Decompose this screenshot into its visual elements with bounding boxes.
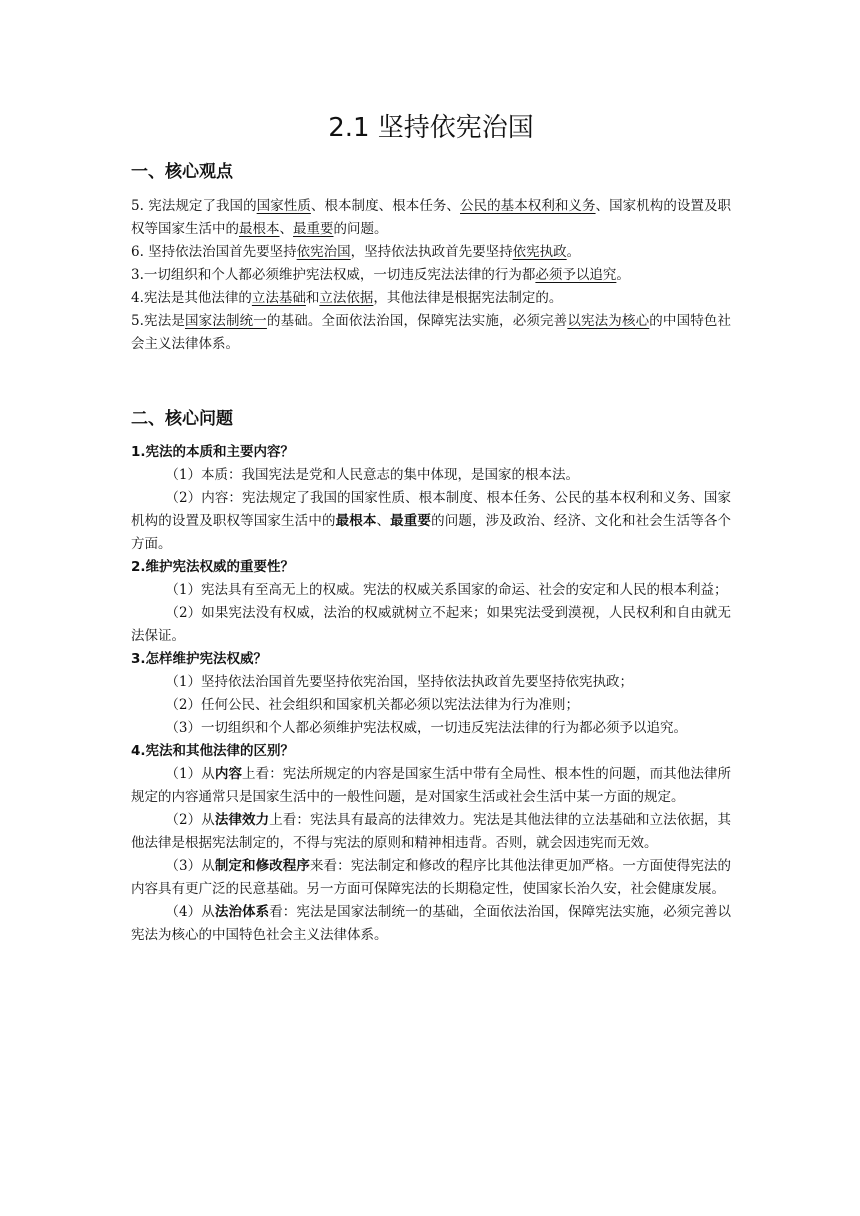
answer-paragraph: （2）内容：宪法规定了我国的国家性质、根本制度、根本任务、公民的基本权利和义务、国家机构的设置及职权等国家生活中的最根本、最重要的问题，涉及政治、经济、文化和社会生活等各个方面。 <box>131 490 732 552</box>
section-heading-core-views: 一、核心观点 <box>131 162 233 182</box>
question-heading: 4.宪法和其他法律的区别？ <box>131 743 295 759</box>
core-view-item: 3.一切组织和个人都必须维护宪法权威，一切违反宪法法律的行为都必须予以追究。 <box>131 267 630 283</box>
answer-paragraph: （1）宪法具有至高无上的权威。宪法的权威关系国家的命运、社会的安定和人民的根本利益； <box>165 582 728 598</box>
page-title: 2.1 坚持依宪治国 <box>328 113 534 143</box>
core-view-item: 6. 坚持依法治国首先要坚持依宪治国，坚持依法执政首先要坚持依宪执政。 <box>131 244 581 260</box>
answer-paragraph: （1）从内容上看：宪法所规定的内容是国家生活中带有全局性、根本性的问题，而其他法律所规定的内容通常只是国家生活中的一般性问题，是对国家生活或社会生活中某一方面的规定。 <box>131 766 732 805</box>
answer-paragraph: （4）从法治体系看：宪法是国家法制统一的基础，全面依法治国，保障宪法实施，必须完善以宪法为核心的中国特色社会主义法律体系。 <box>131 904 732 943</box>
answer-paragraph: （2）任何公民、社会组织和国家机关都必须以宪法法律为行为准则； <box>165 697 580 713</box>
question-heading: 3.怎样维护宪法权威？ <box>131 651 268 667</box>
section-heading-core-questions: 二、核心问题 <box>131 409 233 429</box>
answer-paragraph: （3）从制定和修改程序来看：宪法制定和修改的程序比其他法律更加严格。一方面使得宪法的内容具有更广泛的民意基础。另一方面可保障宪法的长期稳定性，使国家长治久安，社会健康发展。 <box>131 858 732 897</box>
answer-paragraph: （3）一切组织和个人都必须维护宪法权威，一切违反宪法法律的行为都必须予以追究。 <box>165 720 688 736</box>
answer-paragraph: （2）如果宪法没有权威，法治的权威就树立不起来；如果宪法受到漠视，人民权利和自由就无法保证。 <box>131 605 731 644</box>
question-heading: 1.宪法的本质和主要内容？ <box>131 444 295 460</box>
core-views-list <box>131 195 731 356</box>
core-questions-list <box>131 441 731 947</box>
question-heading: 2.维护宪法权威的重要性？ <box>131 559 295 575</box>
core-view-item: 4.宪法是其他法律的立法基础和立法依据，其他法律是根据宪法制定的。 <box>131 290 563 306</box>
answer-paragraph: （2）从法律效力上看：宪法具有最高的法律效力。宪法是其他法律的立法基础和立法依据，其他法律是根据宪法制定的，不得与宪法的原则和精神相违背。否则，就会因违宪而无效。 <box>131 812 732 851</box>
core-view-item: 5. 宪法规定了我国的国家性质、根本制度、根本任务、公民的基本权利和义务、国家机构的设置及职权等国家生活中的最根本、最重要的问题。 <box>131 198 732 237</box>
answer-paragraph: （1）本质：我国宪法是党和人民意志的集中体现，是国家的根本法。 <box>165 467 580 483</box>
answer-paragraph: （1）坚持依法治国首先要坚持依宪治国，坚持依法执政首先要坚持依宪执政； <box>165 674 634 690</box>
core-view-item: 5.宪法是国家法制统一的基础。全面依法治国，保障宪法实施，必须完善以宪法为核心的中国特色社会主义法律体系。 <box>131 313 732 352</box>
